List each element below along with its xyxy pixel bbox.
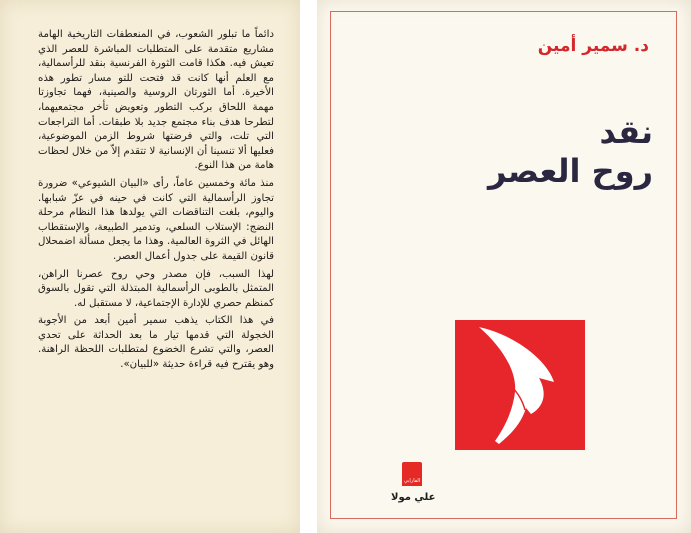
- book-title: [488, 113, 653, 191]
- white-quill-on-red-square-icon: [455, 320, 585, 450]
- blurb-paragraph: منذ مائة وخمسين عاماً، رأى «البيان الشيوعي» ضرورة تجاوز الرأسمالية التي كانت في حينه في عزّ شبابها. واليوم، بلغت التناقضات التي يولدها هذا النظام مرحلة النضج: الإستلاب السلعي، وتدمير الطبيعة، والإستقطاب الهائل في الثروة العالمية. وهذا ما يجعل مسألة اضمحلال قانون القيمة على جدول أعمال العصر.: [38, 177, 274, 262]
- publisher-logo-icon: [402, 462, 422, 486]
- quill-icon: [455, 320, 585, 450]
- author-name: د. سمير أمين: [537, 36, 649, 56]
- title-line-2: روح العصر: [488, 152, 653, 190]
- title-line-1: نقد: [599, 113, 653, 151]
- blurb-paragraph: دائماً ما تبلور الشعوب، في المنعطفات التاريخية الهامة مشاريع متقدمة على المتطلبات المباشرة للعصر الذي تعيش فيه. هكذا قامت الثورة الفرنسية بنقد للرأسمالية، مع العلم أنها كانت قد فتحت للتو مسار تطور هذه الأخيرة. أما الثورتان الروسية والصينية، فهما تجاوزتا مهمة اللحاق بركب التطور وتعويض تأخر مجتمعيهما، لتطرحا هدف بناء مجتمع جديد بلا طبقات. أما التراجعات التي تلت، والتي فرضتها شروط الزمن الموضوعية، فعليها ألا تنسينا أن الإنسانية لا تتقدم إلاّ من خلال لحظات هامة من هذا النوع.: [38, 29, 274, 172]
- publisher-logo-text: الفارابي: [403, 478, 421, 484]
- blurb-paragraph: لهذا السبب، فإن مصدر وحي روح عصرنا الراهن، المتمثل بالطوبى الرأسمالية المبتذلة التي تقول بالسوق كمنظم حصري للإدارة الإجتماعية، لا مستقبل له.: [38, 268, 274, 309]
- back-cover: [0, 0, 300, 533]
- front-cover: [317, 0, 691, 533]
- publisher-name: علي مولا: [391, 492, 436, 503]
- back-cover-blurb: [38, 28, 274, 376]
- blurb-paragraph: في هذا الكتاب يذهب سمير أمين أبعد من الأجوبة الخجولة التي قدمها تيار ما بعد الحداثة على تحدي العصر، والتي تشرع الخضوع لمتطلبات اللحظة الراهنة. وهو يقترح فيه قراءة حديثة «للبيان».: [38, 315, 274, 371]
